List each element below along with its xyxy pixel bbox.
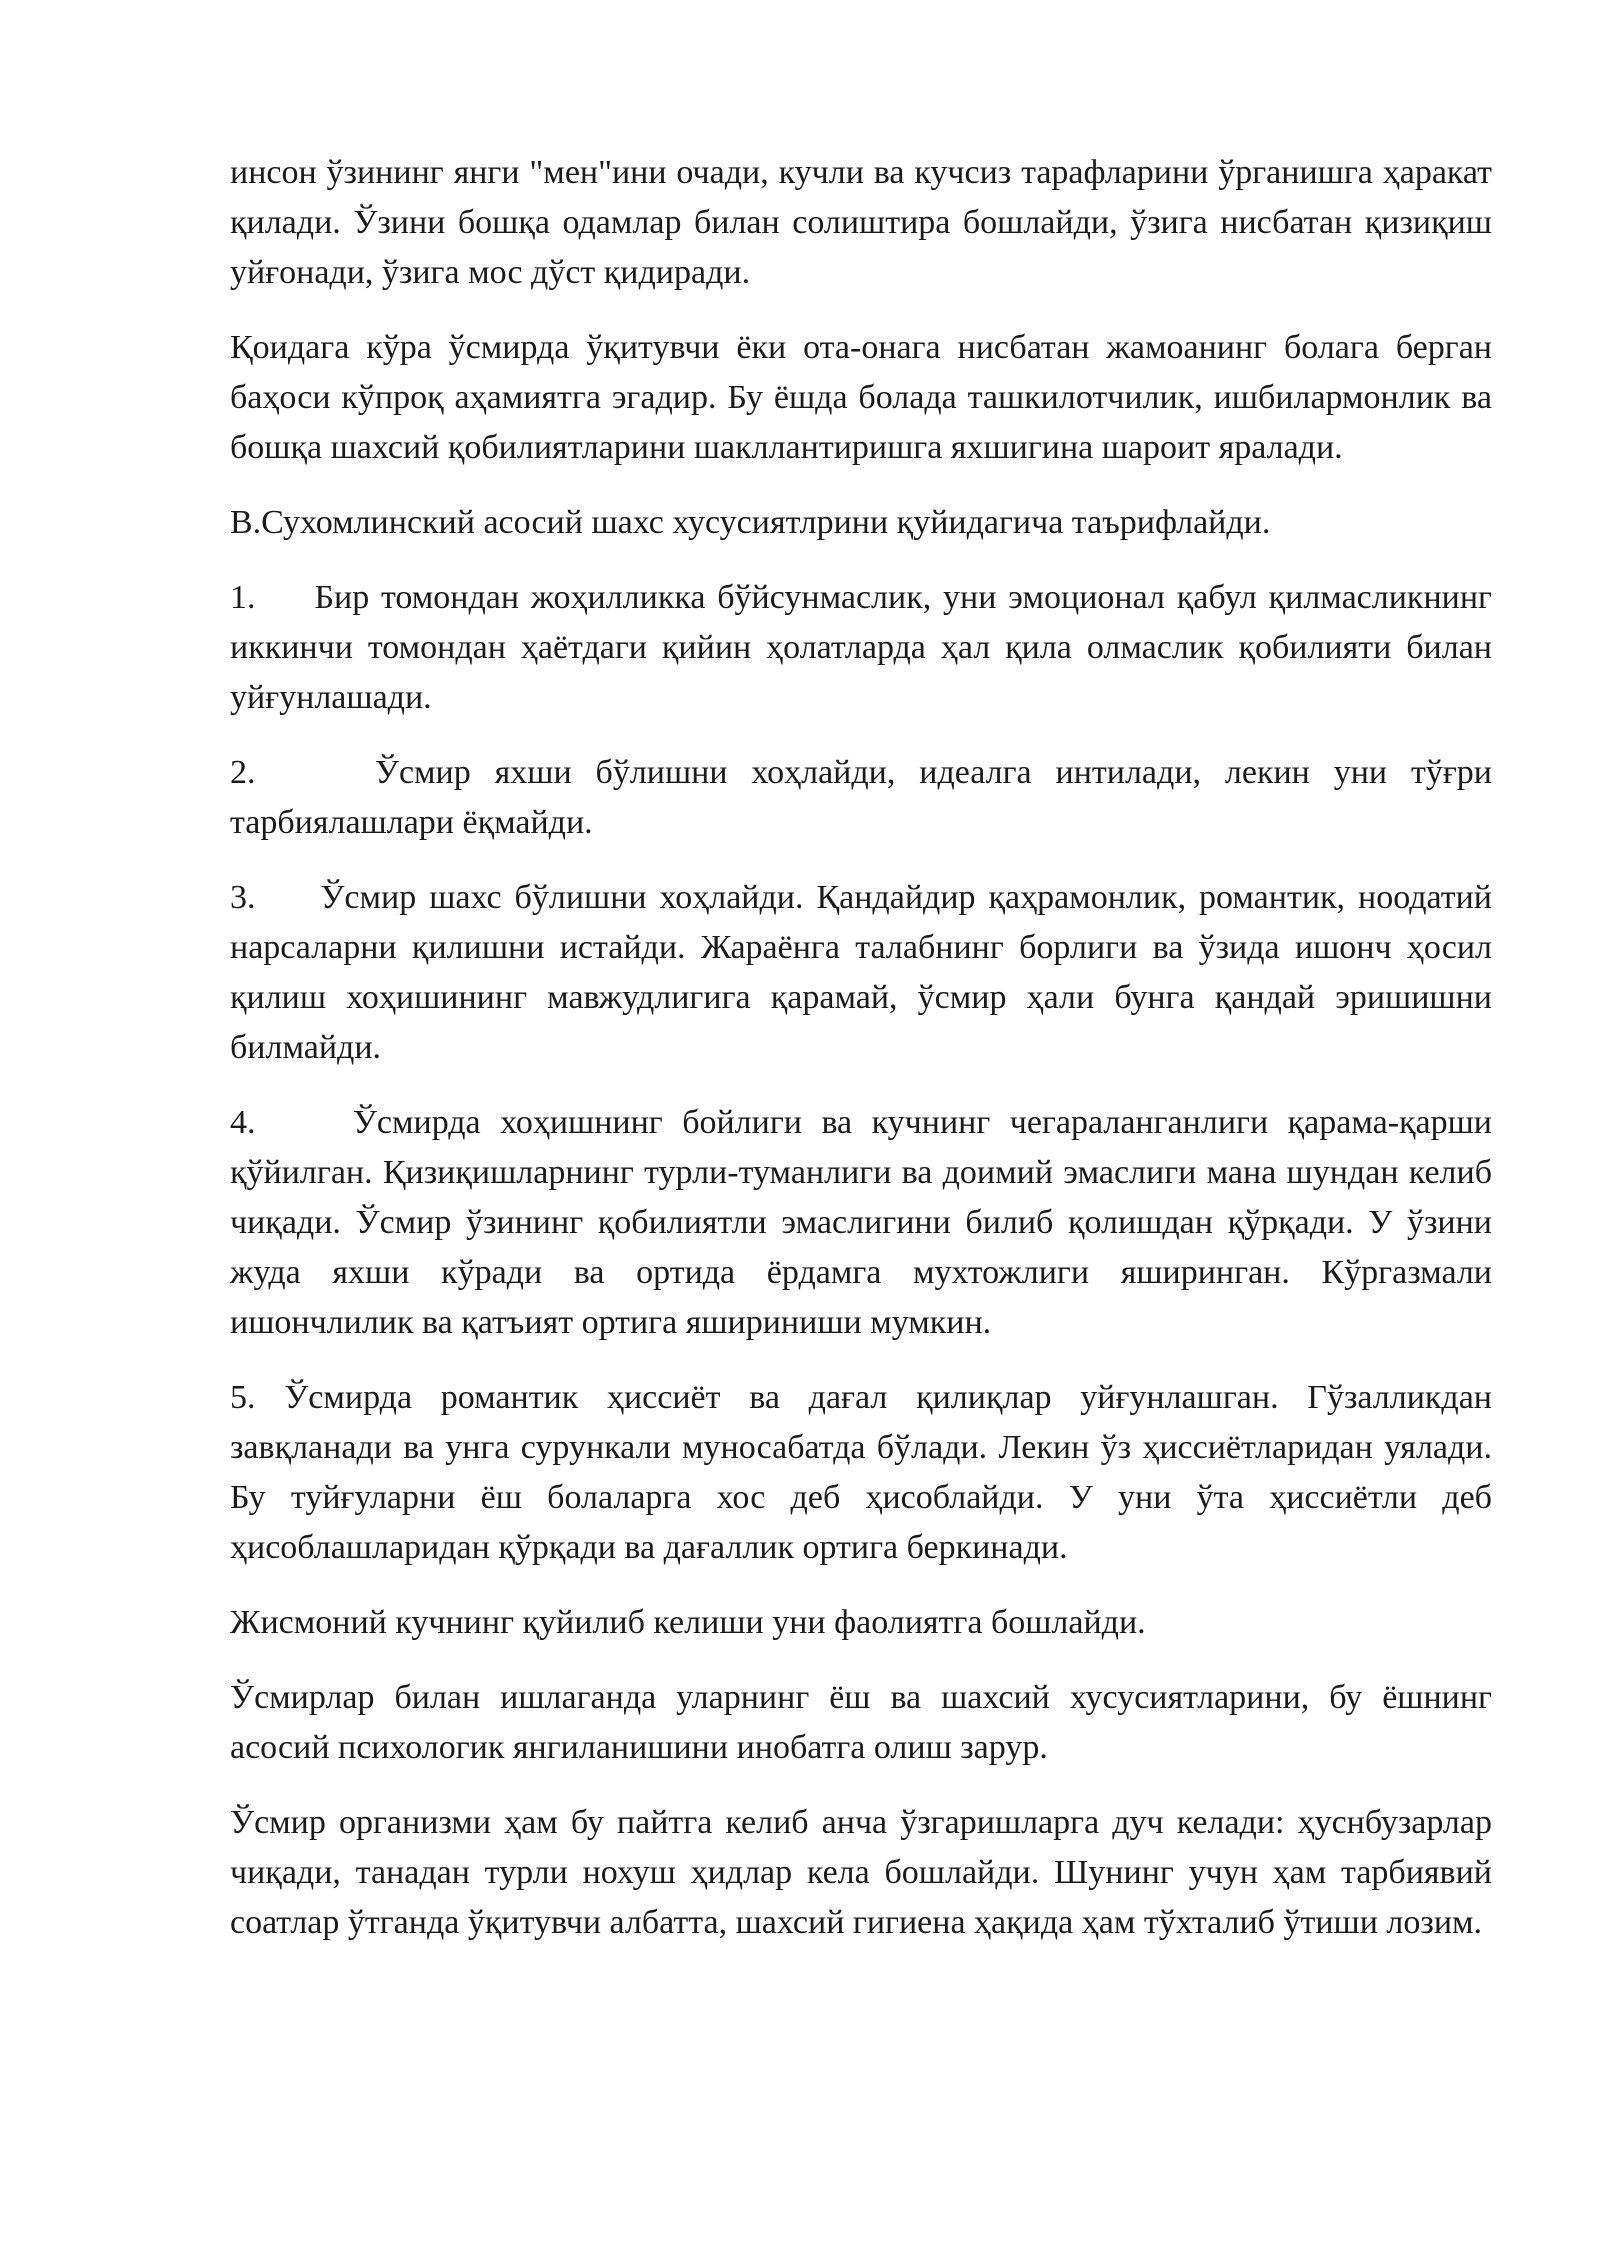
- list-item-3: 3. Ўсмир шахс бўлишни хоҳлайди. Қандайдир қаҳрамонлик, романтик, ноодатий нарсаларни қилишни истайди. Жараёнга талабнинг борлиги ва ўзида ишонч ҳосил қилиш хоҳишининг мавжудлигига қарамай, ўсмир ҳали бунга қандай эришишни билмайди.: [230, 879, 1492, 1066]
- list-item-2: 2. Ўсмир яхши бўлишни хоҳлайди, идеалга интилади, лекин уни тўғри тарбиялашлари ёқмайди.: [230, 754, 1492, 841]
- document-page: [230, 148, 1492, 1948]
- paragraph-physical-strength: Жисмоний кучнинг қуйилиб келиши уни фаолиятга бошлайди.: [230, 1604, 1146, 1641]
- paragraph-collective-assessment: Қоидага кўра ўсмирда ўқитувчи ёки ота-онага нисбатан жамоанинг болага берган баҳоси кўпроқ аҳамиятга эгадир. Бу ёшда болада ташкилотчилик, ишбилармонлик ва бошқа шахсий қобилиятларини шакллантиришга яхшигина шароит яралади.: [230, 329, 1492, 466]
- list-item-4: 4. Ўсмирда хоҳишнинг бойлиги ва кучнинг чегараланганлиги қарама-қарши қўйилган. Қизиқишларнинг турли-туманлиги ва доимий эмаслиги мана шундан келиб чиқади. Ўсмир ўзининг қобилиятли эмаслигини билиб қолишдан қўрқади. У ўзини жуда яхши кўради ва ортида ёрдамга мухтожлиги яширинган. Кўргазмали ишончлилик ва қатъият ортига яшириниши мумкин.: [230, 1104, 1492, 1341]
- paragraph-sukhomlinsky-intro: В.Сухомлинский асосий шахс хусусиятлрини қуйидагича таърифлайди.: [230, 504, 1271, 541]
- paragraph-intro-continuation: инсон ўзининг янги "мен"ини очади, кучли ва кучсиз тарафларини ўрганишга ҳаракат қилади. Ўзини бошқа одамлар билан солиштира бошлайди, ўзига нисбатан қизиқиш уйғонади, ўзига мос дўст қидиради.: [230, 154, 1492, 291]
- paragraph-working-with-teens: Ўсмирлар билан ишлаганда уларнинг ёш ва шахсий хусусиятларини, бу ёшнинг асосий психологик янгиланишини инобатга олиш зарур.: [230, 1679, 1492, 1766]
- list-item-1: 1. Бир томондан жоҳилликка бўйсунмаслик, уни эмоционал қабул қилмасликнинг иккинчи томондан ҳаётдаги қийин ҳолатларда ҳал қила олмаслик қобилияти билан уйғунлашади.: [230, 579, 1492, 716]
- paragraph-hygiene: Ўсмир организми ҳам бу пайтга келиб анча ўзгаришларга дуч келади: ҳуснбузарлар чиқади, танадан турли нохуш ҳидлар кела бошлайди. Шунинг учун ҳам тарбиявий соатлар ўтганда ўқитувчи албатта, шахсий гигиена ҳақида ҳам тўхталиб ўтиши лозим.: [230, 1804, 1492, 1941]
- list-item-5: 5. Ўсмирда романтик ҳиссиёт ва дағал қилиқлар уйғунлашган. Гўзалликдан завқланади ва унга сурункали муносабатда бўлади. Лекин ўз ҳиссиётларидан уялади. Бу туйғуларни ёш болаларга хос деб ҳисоблайди. У уни ўта ҳиссиётли деб ҳисоблашларидан қўрқади ва дағаллик ортига беркинади.: [230, 1379, 1492, 1566]
